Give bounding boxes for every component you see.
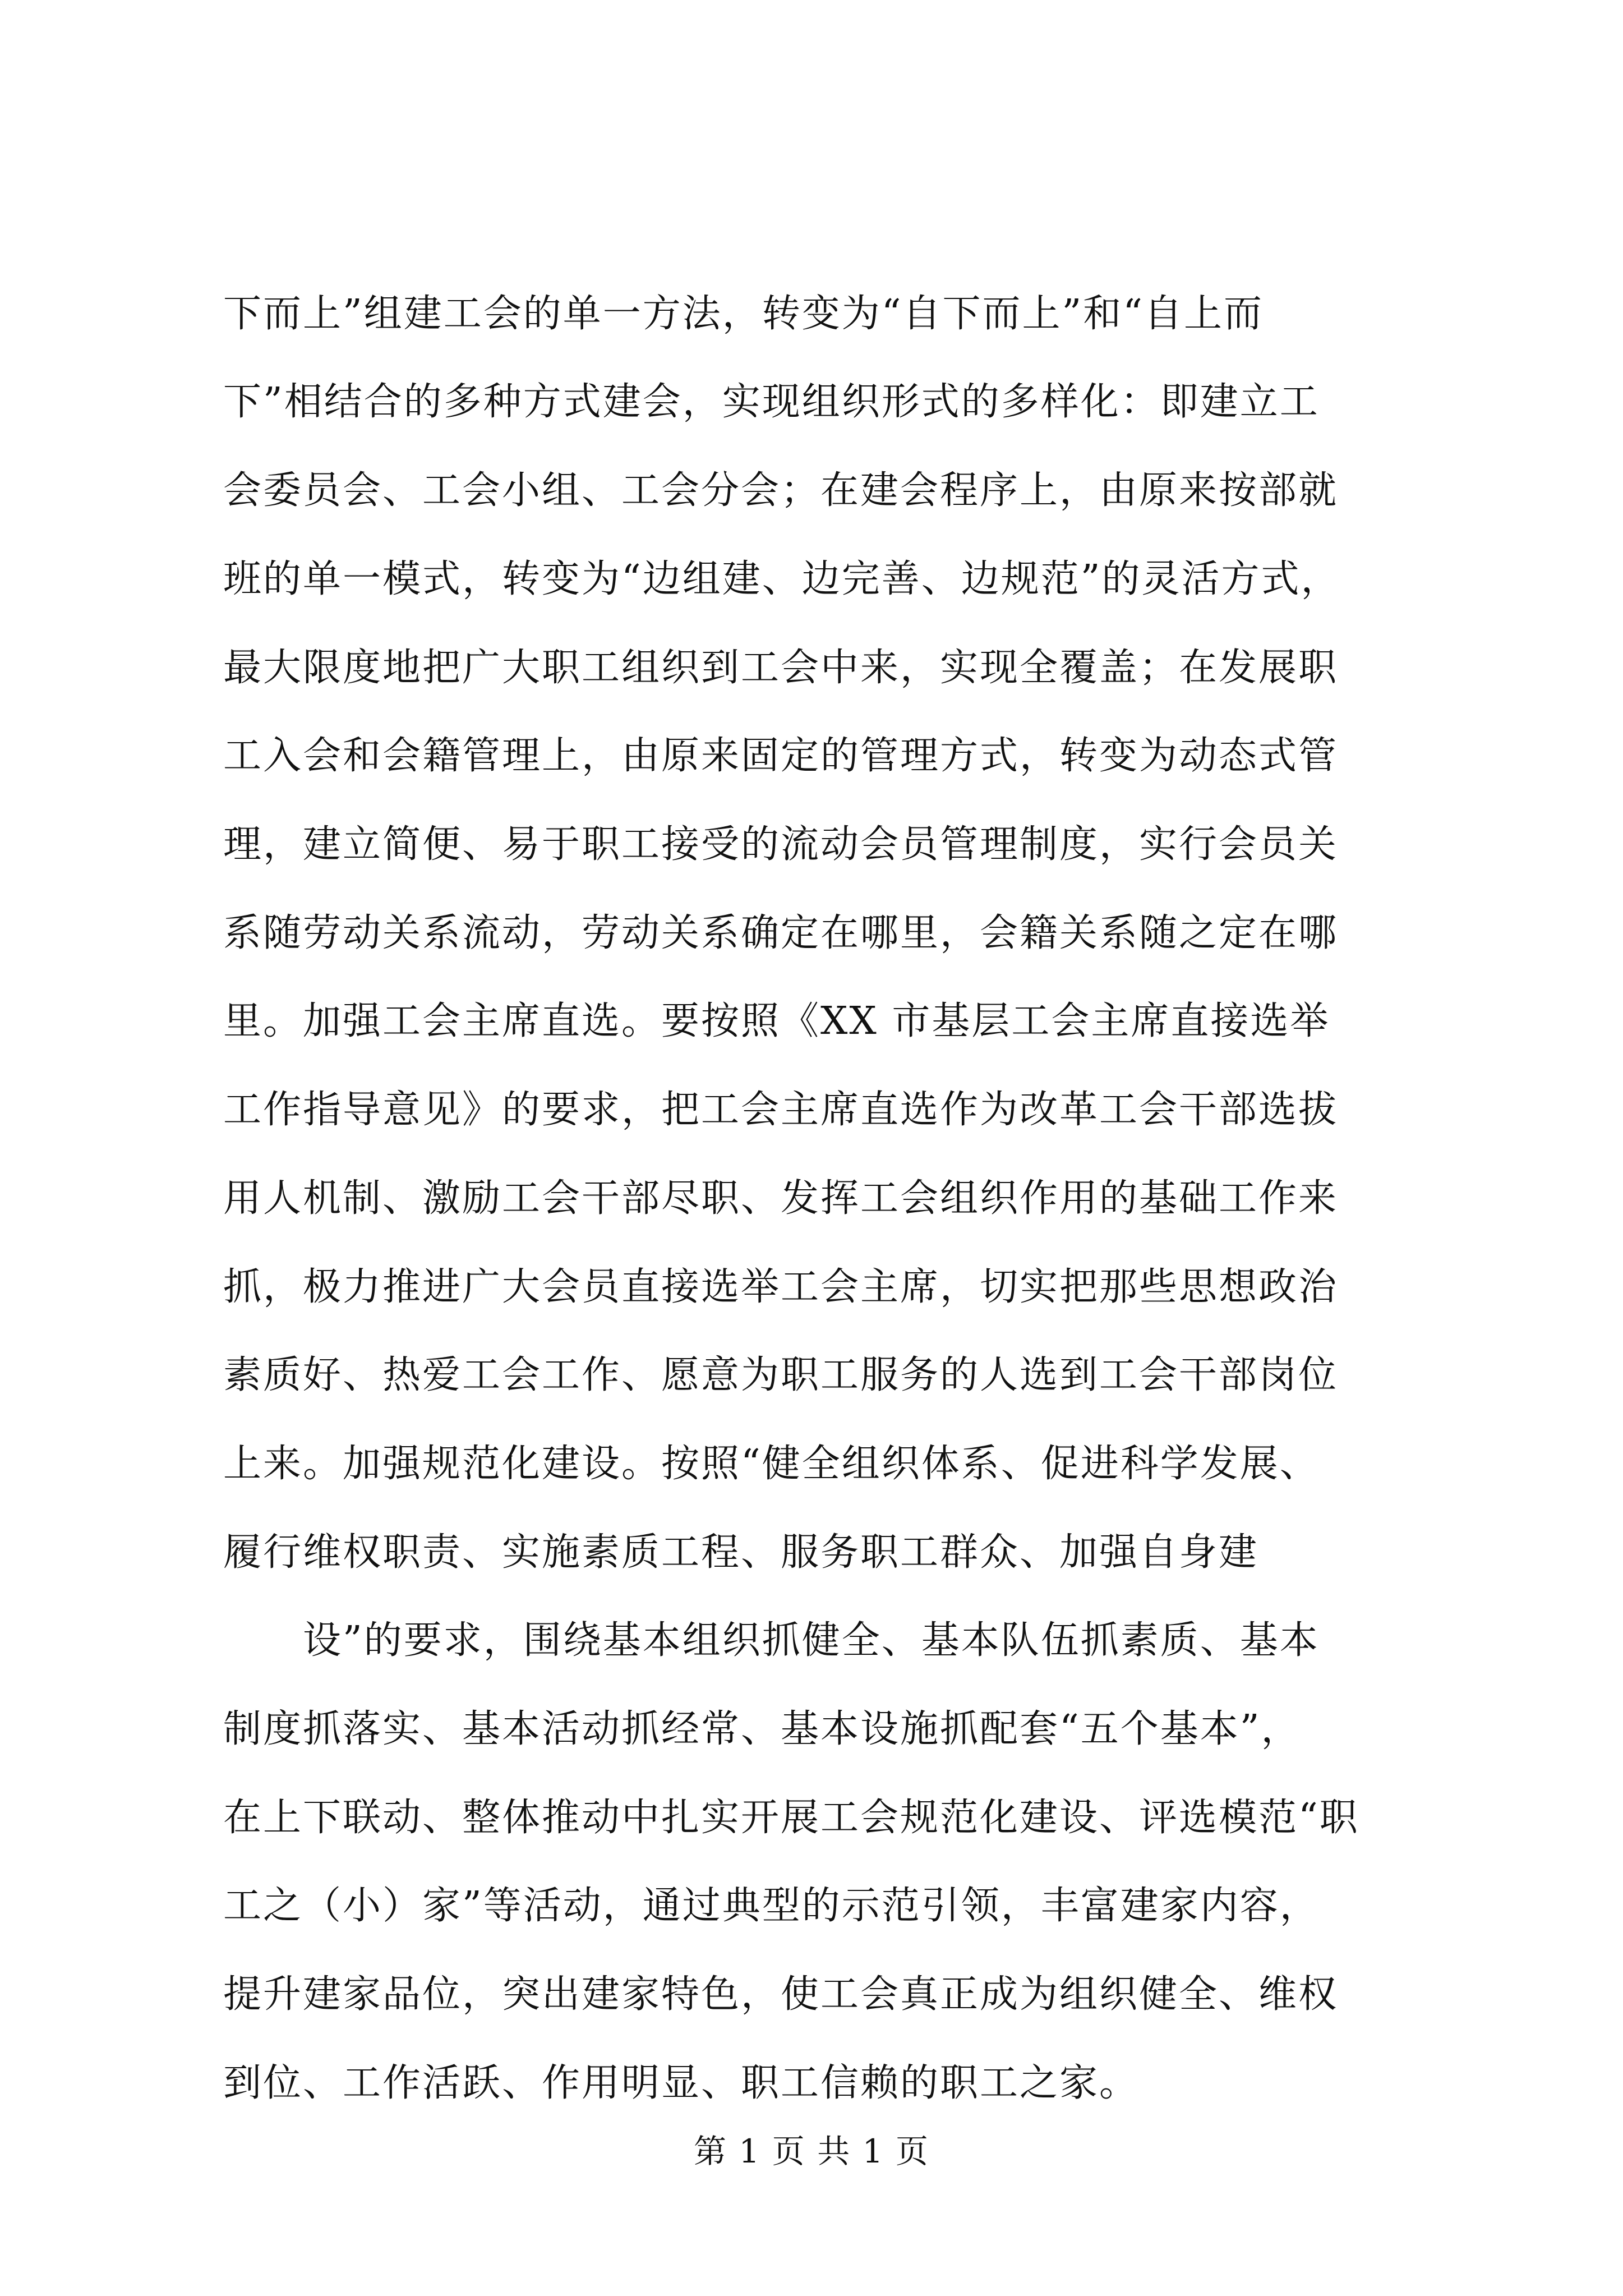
text-line: 抓，极力推进广大会员直接选举工会主席，切实把那些思想政治	[223, 1265, 1339, 1309]
text-line: 工入会和会籍管理上，由原来固定的管理方式，转变为动态式管	[223, 734, 1339, 778]
text-line-indented: 设”的要求，围绕基本组织抓健全、基本队伍抓素质、基本	[303, 1618, 1320, 1663]
text-line: 工作指导意见》的要求，把工会主席直选作为改革工会干部选拔	[223, 1088, 1339, 1132]
text-line: 用人机制、激励工会干部尽职、发挥工会组织作用的基础工作来	[223, 1176, 1339, 1221]
text-line: 制度抓落实、基本活动抓经常、基本设施抓配套“五个基本”，	[223, 1707, 1301, 1751]
text-line: 履行维权职责、实施素质工程、服务职工群众、加强自身建	[223, 1530, 1259, 1575]
page-footer: 第 1 页 共 1 页	[694, 2132, 929, 2170]
text-line: 班的单一模式，转变为“边组建、边完善、边规范”的灵活方式，	[223, 557, 1341, 601]
text-line: 理，建立简便、易于职工接受的流动会员管理制度，实行会员关	[223, 822, 1339, 867]
text-line: 到位、工作活跃、作用明显、职工信赖的职工之家。	[223, 2061, 1140, 2105]
text-line: 提升建家品位，突出建家特色，使工会真正成为组织健全、维权	[223, 1972, 1339, 2017]
text-line: 会委员会、工会小组、工会分会；在建会程序上，由原来按部就	[223, 468, 1339, 513]
text-line: 下”相结合的多种方式建会，实现组织形式的多样化：即建立工	[223, 380, 1320, 424]
text-line: 系随劳动关系流动，劳动关系确定在哪里，会籍关系随之定在哪	[223, 911, 1339, 955]
text-line: 在上下联动、整体推动中扎实开展工会规范化建设、评选模范“职	[223, 1796, 1359, 1840]
text-line: 素质好、热爱工会工作、愿意为职工服务的人选到工会干部岗位	[223, 1353, 1339, 1397]
text-line: 下而上”组建工会的单一方法，转变为“自下而上”和“自上而	[223, 292, 1264, 336]
text-line: 工之（小）家”等活动，通过典型的示范引领，丰富建家内容，	[223, 1884, 1320, 1928]
text-line: 最大限度地把广大职工组织到工会中来，实现全覆盖；在发展职	[223, 646, 1339, 690]
text-line: 上来。加强规范化建设。按照“健全组织体系、促进科学发展、	[223, 1442, 1320, 1486]
text-line: 里。加强工会主席直选。要按照《XX 市基层工会主席直接选举	[223, 999, 1330, 1043]
